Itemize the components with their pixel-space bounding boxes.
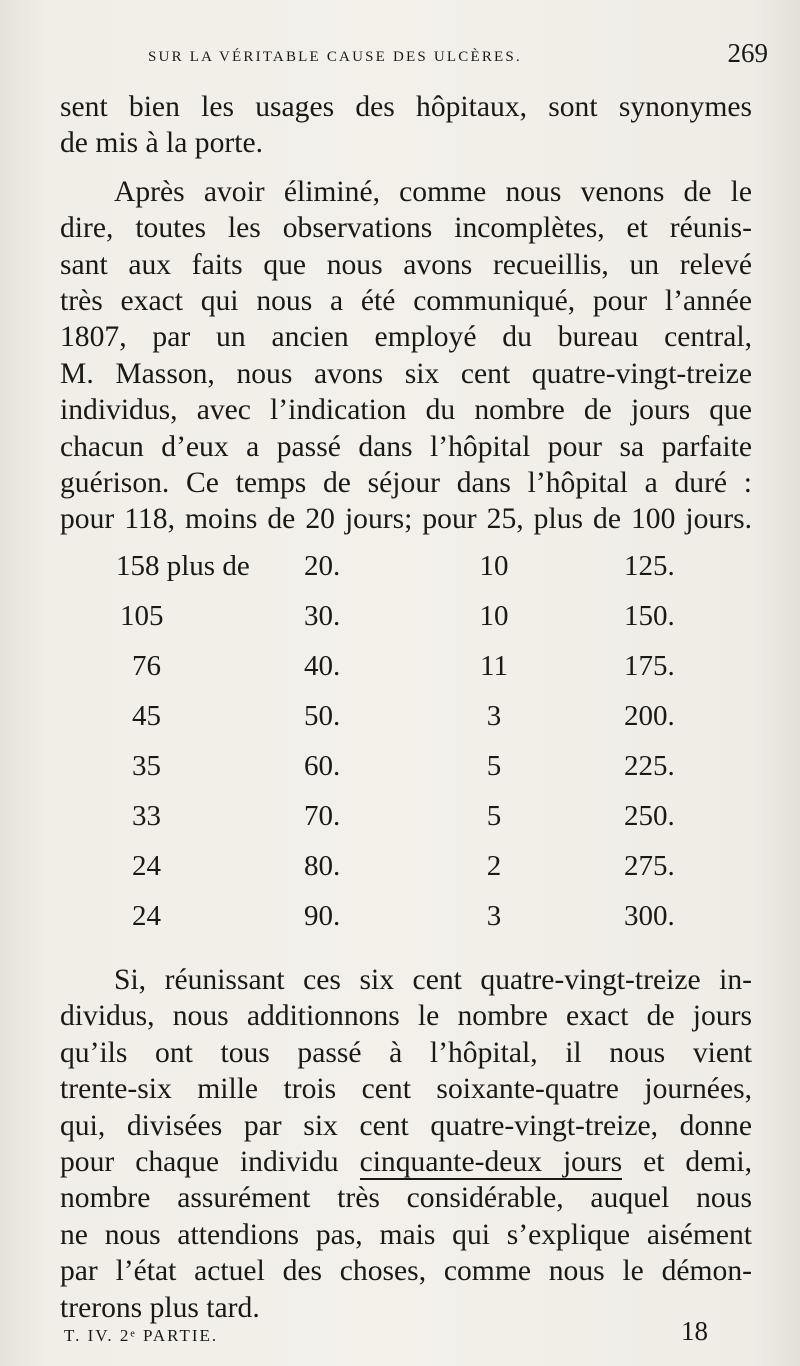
signature-mark: T. IV. 2ᵉ PARTIE.	[64, 1326, 219, 1345]
patient-count-cell: 33	[132, 799, 161, 832]
text-line: de mis à la porte.	[60, 127, 263, 160]
patient-count-cell: 24	[132, 899, 161, 932]
text-line: chacun d’eux a passé dans l’hôpital pour sa parfaite	[60, 430, 752, 463]
patient-count-cell: 11	[480, 649, 508, 682]
text-line: sent bien les usages des hôpitaux, sont synonymes	[60, 91, 752, 123]
table-row	[60, 648, 752, 684]
text-line: par l’état actuel des choses, comme nous le démon-	[60, 1255, 752, 1288]
patient-count-cell: 5	[486, 749, 502, 782]
days-cell: 50.	[304, 699, 341, 732]
text-line: dire, toutes les observations incomplètes, et réunis-	[60, 212, 752, 245]
paragraph-conclusion	[60, 962, 752, 1326]
days-cell: 90.	[304, 899, 341, 932]
underlined-phrase: cinquante-deux jours	[359, 1145, 623, 1178]
patient-count-cell: 2	[486, 849, 502, 882]
stay-duration-table	[60, 548, 752, 948]
text-run: et demi,	[622, 1145, 753, 1178]
page-body	[60, 89, 752, 1326]
text-line: individus, avec l’indication du nombre de jours que	[60, 394, 752, 427]
sheet-number: 18	[681, 1316, 708, 1346]
patient-count-cell: 24	[132, 849, 161, 882]
patient-count-cell: 5	[486, 799, 502, 832]
text-line	[60, 1144, 752, 1180]
page-number: 269	[727, 38, 768, 68]
text-line: trerons plus tard.	[60, 1291, 260, 1324]
running-title: SUR LA VÉRITABLE CAUSE DES ULCÈRES.	[148, 49, 522, 65]
days-cell: 70.	[304, 799, 341, 832]
patient-count-cell: 76	[132, 649, 161, 682]
table-row	[60, 748, 752, 784]
text-line: trente-six mille trois cent soixante-quatre journées,	[60, 1073, 752, 1106]
days-cell: 175.	[624, 649, 675, 682]
patient-count-cell: 3	[486, 899, 502, 932]
text-line: guérison. Ce temps de séjour dans l’hôpital a duré :	[60, 467, 752, 500]
text-line: qu’ils ont tous passé à l’hôpital, il nous vient	[60, 1036, 752, 1069]
patient-count-cell: 3	[486, 699, 502, 732]
table-row	[60, 898, 752, 934]
patient-count-cell: 45	[132, 699, 161, 732]
text-line: dividus, nous additionnons le nombre exact de jours	[60, 1000, 752, 1033]
text-line: très exact qui nous a été communiqué, pour l’année	[60, 285, 752, 318]
patient-count-cell: 105	[120, 599, 164, 632]
table-row	[60, 848, 752, 884]
paragraph-summary	[60, 174, 752, 538]
text-line: qui, divisées par six cent quatre-vingt-treize, donne	[60, 1109, 752, 1142]
table-row	[60, 598, 752, 634]
days-cell: 225.	[624, 749, 675, 782]
table-row	[60, 698, 752, 734]
text-line: 1807, par un ancien employé du bureau central,	[60, 321, 752, 354]
patient-count-cell: 10	[479, 599, 509, 632]
patient-count-cell: 35	[132, 749, 161, 782]
days-cell: 60.	[304, 749, 341, 782]
table-row	[60, 548, 752, 584]
text-run: pour chaque individu	[60, 1145, 360, 1178]
days-cell: 20.	[304, 549, 341, 582]
text-line: Si, réunissant ces six cent quatre-vingt-treize in-	[114, 963, 752, 996]
text-line: sant aux faits que nous avons recueillis, un relevé	[60, 248, 752, 281]
days-cell: 275.	[624, 849, 675, 882]
days-cell: 150.	[624, 599, 675, 632]
patient-count-cell: 10	[479, 549, 509, 582]
paragraph-continuation	[60, 89, 752, 162]
text-line: nombre assurément très considérable, auquel nous	[60, 1182, 752, 1215]
days-cell: 300.	[624, 899, 675, 932]
patient-count-cell: 158 plus de	[116, 549, 250, 582]
days-cell: 80.	[304, 849, 341, 882]
days-cell: 200.	[624, 699, 675, 732]
text-line: ne nous attendions pas, mais qui s’explique aisément	[60, 1218, 752, 1251]
days-cell: 40.	[304, 649, 341, 682]
table-row	[60, 798, 752, 834]
text-line: pour 118, moins de 20 jours; pour 25, plus de 100 jours.	[60, 503, 752, 536]
text-line: Après avoir éliminé, comme nous venons de le	[114, 175, 752, 208]
days-cell: 30.	[304, 599, 341, 632]
text-line: M. Masson, nous avons six cent quatre-vingt-treize	[60, 357, 752, 390]
days-cell: 125.	[624, 549, 675, 582]
days-cell: 250.	[624, 799, 675, 832]
